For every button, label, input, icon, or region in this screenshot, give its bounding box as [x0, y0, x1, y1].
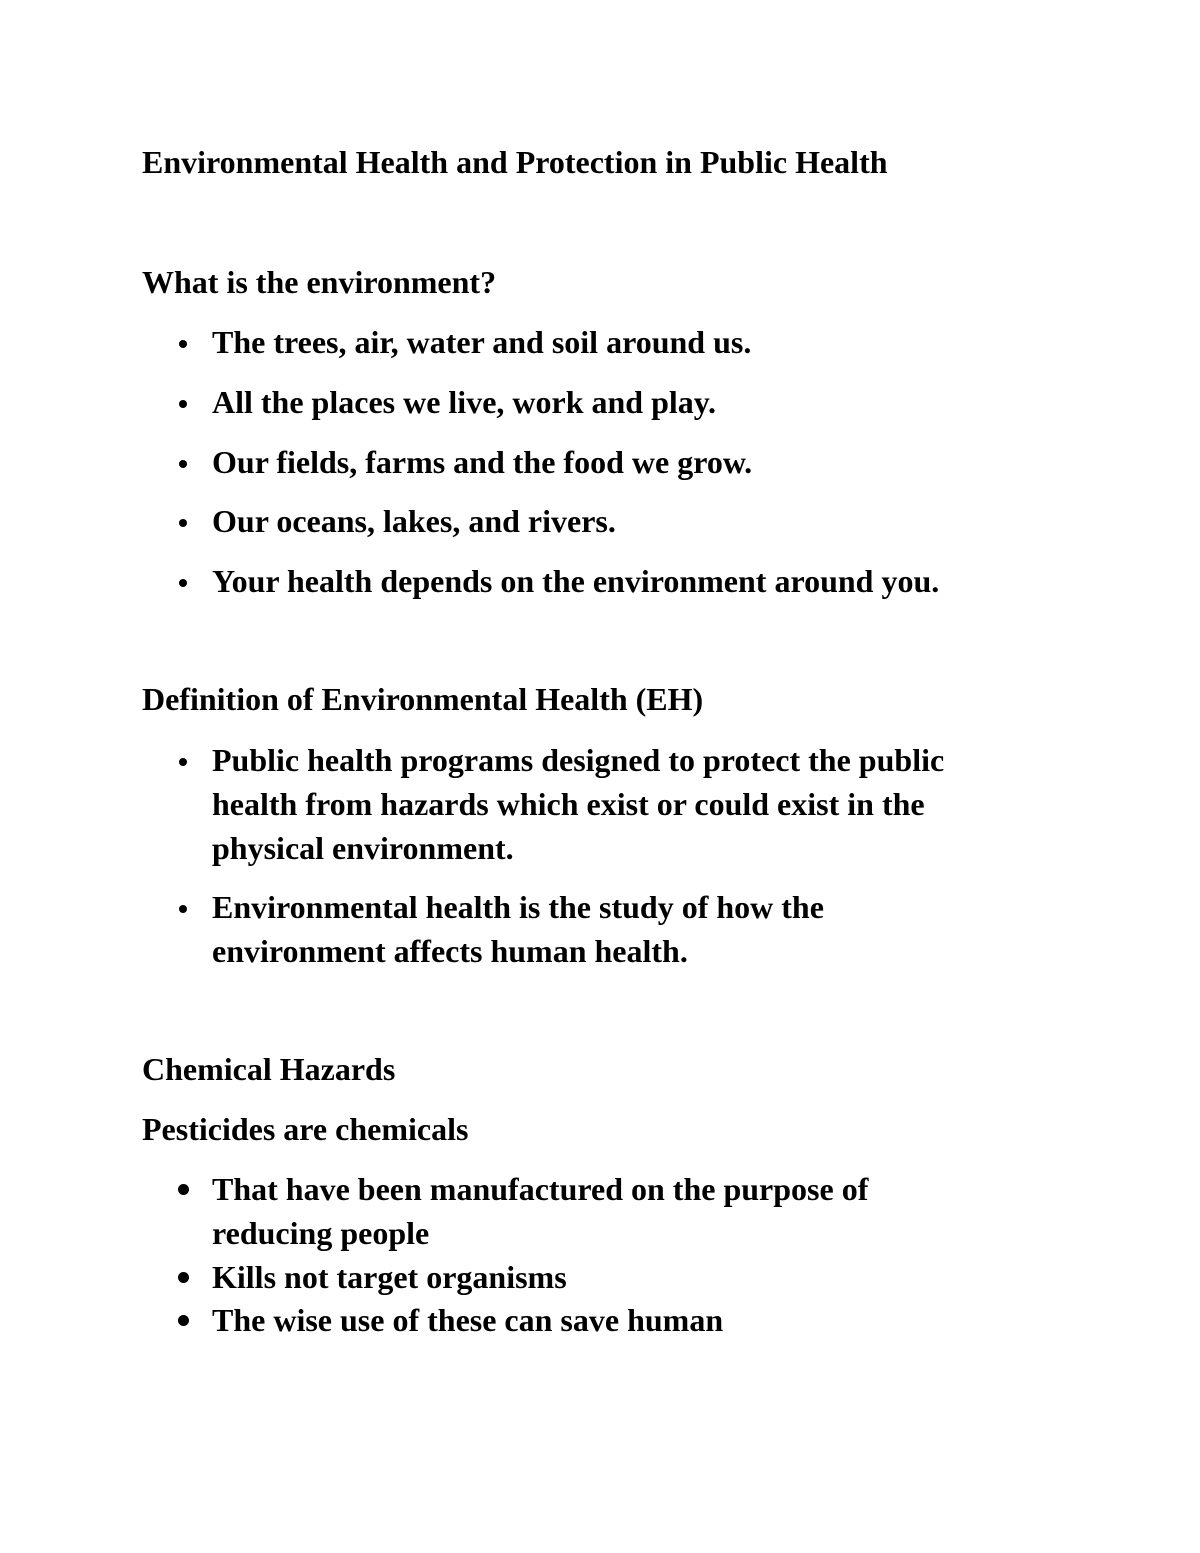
list-item [174, 1298, 1054, 1342]
list-item-text: Your health depends on the environment around you. [212, 563, 940, 599]
list-item-text: Our oceans, lakes, and rivers. [212, 503, 616, 539]
list-item-text: That have been manufactured on the purpose of reducing people [212, 1171, 869, 1251]
list-item [174, 1255, 1054, 1299]
list-item [174, 320, 1054, 364]
list-item [174, 440, 1054, 484]
list-item [174, 499, 1054, 543]
section-subheading-pesticides: Pesticides are chemicals [142, 1111, 469, 1147]
section-heading-environment: What is the environment? [142, 264, 497, 300]
list-item-text: Our fields, farms and the food we grow. [212, 444, 753, 480]
section-heading-definition: Definition of Environmental Health (EH) [142, 681, 704, 717]
list-item-text: Public health programs designed to protect the public health from hazards which exist or could exist in the physical environment. [212, 742, 945, 866]
section-heading-chemical-hazards: Chemical Hazards [142, 1051, 396, 1087]
list-item-text: Kills not target organisms [212, 1259, 567, 1295]
list-item [174, 885, 914, 973]
list-item-text: The trees, air, water and soil around us. [212, 324, 752, 360]
list-item [174, 559, 1054, 603]
document-title: Environmental Health and Protection in Public Health [142, 144, 888, 180]
list-item [174, 380, 1054, 424]
list-item [174, 1167, 974, 1255]
list-item-text: Environmental health is the study of how the environment affects human health. [212, 889, 824, 969]
list-item [174, 738, 1034, 870]
list-item-text: All the places we live, work and play. [212, 384, 717, 420]
list-item-text: The wise use of these can save human [212, 1302, 724, 1338]
